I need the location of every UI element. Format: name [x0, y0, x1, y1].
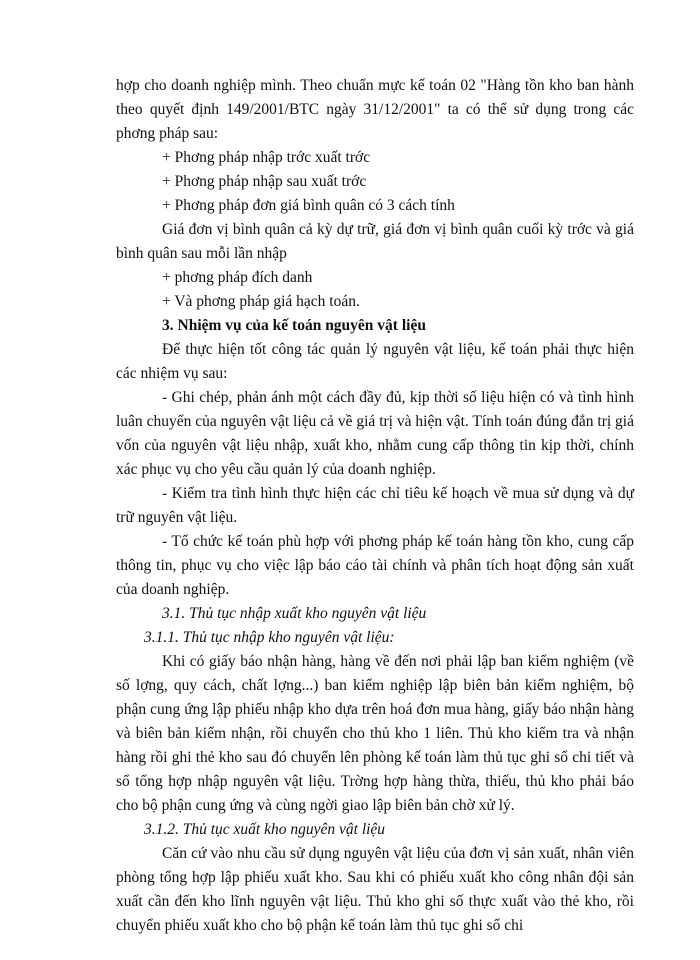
paragraph-tasks-intro: Để thực hiện tốt công tác quản lý nguyên vật liệu, kế toán phải thực hiện các nhiệm vụ sau: — [116, 341, 634, 382]
task-item: - Ghi chép, phản ánh một cách đầy đủ, kịp thời số liệu hiện có và tình hình luân chuyển của nguyên vật liệu cả về giá trị và hiện vật. Tính toán đúng đắn trị giá vốn của nguyên vật liệu nhập, xuất kho, nhằm cung cấp thông tin kịp thời, chính xác phục vụ cho yêu cầu quản lý của doanh nghiệp. — [116, 389, 634, 478]
method-specific: + phơng pháp đích danh — [162, 269, 313, 286]
paragraph-intro: hợp cho doanh nghiệp mình. Theo chuẩn mực kế toán 02 "Hàng tồn kho ban hành theo quyết định 149/2001/BTC ngày 31/12/2001" ta có thể sử dụng trong các phơng pháp sau: — [116, 77, 634, 142]
method-accounting-price: + Và phơng pháp giá hạch toán. — [162, 293, 360, 310]
method-fifo: + Phơng pháp nhập trớc xuất trớc — [162, 149, 371, 166]
heading-section-3-1-2: 3.1.2. Thủ tục xuất kho nguyên vật liệu — [144, 821, 386, 838]
paragraph-issue-procedure: Căn cứ vào nhu cầu sử dụng nguyên vật liệu của đơn vị sản xuất, nhân viên phòng tổng hợp lập phiếu xuất kho. Sau khi có phiếu xuất kho công nhân đội sản xuất cần đến kho lĩnh nguyên vật liệu. Thủ kho ghi số thực xuất vào thẻ kho, rồi chuyển phiếu xuất kho cho bộ phận kế toán làm thủ tục ghi sổ chi — [116, 845, 634, 934]
heading-section-3-1: 3.1. Thủ tục nhập xuất kho nguyên vật liệu — [162, 605, 427, 622]
task-item: - Kiểm tra tình hình thực hiện các chỉ tiêu kế hoạch về mua sử dụng và dự trữ nguyên vật liệu. — [116, 485, 634, 526]
task-item: - Tổ chức kế toán phù hợp với phơng pháp kế toán hàng tồn kho, cung cấp thông tin, phục vụ cho việc lập báo cáo tài chính và phân tích hoạt động sản xuất của doanh nghiệp. — [116, 533, 634, 598]
heading-section-3-1-1: 3.1.1. Thủ tục nhập kho nguyên vật liệu: — [144, 629, 395, 646]
paragraph-average-types: Giá đơn vị bình quân cả kỳ dự trữ, giá đơn vị bình quân cuối kỳ trớc và giá bình quân sau mỗi lần nhập — [116, 221, 634, 262]
page-content — [116, 74, 634, 938]
method-lifo: + Phơng pháp nhập sau xuất trớc — [162, 173, 367, 190]
heading-section-3: 3. Nhiệm vụ của kế toán nguyên vật liệu — [162, 317, 426, 334]
paragraph-receipt-procedure: Khi có giấy báo nhận hàng, hàng về đến nơi phải lập ban kiểm nghiệm (về số lợng, quy cách, chất lợng...) ban kiểm nghiệp lập biên bản kiểm nghiệm, bộ phận cung ứng lập phiếu nhập kho dựa trên hoá đơn mua hàng, giấy báo nhận hàng và biên bản kiểm nhận, rồi chuyển cho thủ kho 1 liên. Thủ kho kiểm tra và nhận hàng rồi ghi thẻ kho sau đó chuyển lên phòng kế toán làm thủ tục ghi sổ chi tiết và sổ tổng hợp nhập nguyên vật liệu. Trờng hợp hàng thừa, thiếu, thủ kho phải báo cho bộ phận cung ứng và cùng ngời giao lập biên bản chờ xử lý. — [116, 653, 634, 814]
method-average: + Phơng pháp đơn giá bình quân có 3 cách tính — [162, 197, 455, 214]
